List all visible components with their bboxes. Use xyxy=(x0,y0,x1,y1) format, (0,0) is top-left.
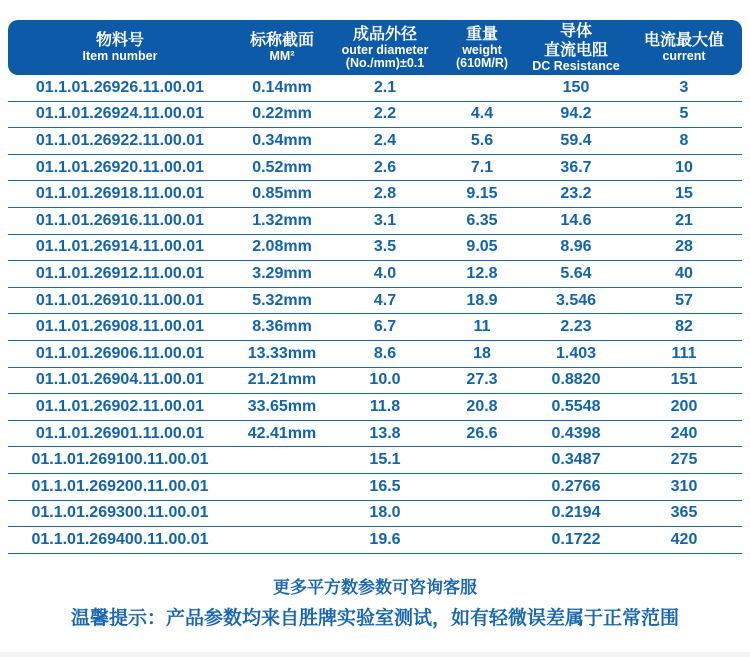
table-cell: 01.1.01.26904.11.00.01 xyxy=(35,371,205,389)
column-header-line: current xyxy=(662,49,706,64)
table-cell: 0.5548 xyxy=(551,397,601,415)
table-cell: 2.2 xyxy=(373,105,397,123)
table-cell: 36.7 xyxy=(560,158,592,176)
table-cell: 0.3487 xyxy=(551,451,601,469)
table-cell: 4.4 xyxy=(470,105,494,123)
footer-note-disclaimer: 温馨提示：产品参数均来自胜牌实验室测试，如有轻微误差属于正常范围 xyxy=(70,608,679,629)
table-cell: 0.14mm xyxy=(252,78,312,96)
table-cell: 0.85mm xyxy=(252,185,312,203)
table-cell: 0.34mm xyxy=(252,131,312,149)
table-cell: 2.8 xyxy=(373,185,397,203)
table-cell: 7.1 xyxy=(470,158,494,176)
table-cell: 57 xyxy=(675,291,693,309)
column-header-line: Item number xyxy=(82,49,158,64)
table-cell: 01.1.01.26924.11.00.01 xyxy=(35,105,205,123)
table-body xyxy=(8,75,742,554)
table-cell: 01.1.01.26901.11.00.01 xyxy=(35,424,205,442)
column-header-line: outer diameter xyxy=(341,42,429,57)
table-cell: 3.29mm xyxy=(252,264,312,282)
table-cell: 8 xyxy=(679,131,689,149)
table-cell: 42.41mm xyxy=(247,424,317,442)
table-cell: 1.32mm xyxy=(252,211,312,229)
table-cell: 3 xyxy=(679,78,689,96)
table-cell: 8.36mm xyxy=(252,318,312,336)
table-cell: 11.8 xyxy=(369,397,401,415)
table-cell: 9.05 xyxy=(466,238,498,256)
table-row xyxy=(8,235,742,262)
table-cell: 150 xyxy=(562,78,590,96)
table-cell: 2.6 xyxy=(373,158,397,176)
table-cell: 3.5 xyxy=(373,238,397,256)
table-cell: 01.1.01.26910.11.00.01 xyxy=(35,291,205,309)
column-header-line: 电流最大值 xyxy=(643,32,724,50)
table-cell: 18.9 xyxy=(466,291,498,309)
table-cell: 23.2 xyxy=(560,185,592,203)
table-cell: 2.23 xyxy=(560,318,592,336)
table-cell: 10.0 xyxy=(369,371,401,389)
table-cell: 0.2194 xyxy=(551,504,601,522)
table-cell: 0.2766 xyxy=(551,477,601,495)
table-row xyxy=(8,288,742,315)
table-row xyxy=(8,181,742,208)
table-cell: 11 xyxy=(473,318,491,336)
column-header-line: 导体 xyxy=(559,22,592,40)
table-row xyxy=(8,447,742,474)
column-header-line: DC Resistance xyxy=(532,58,620,73)
table-cell: 01.1.01.26906.11.00.01 xyxy=(35,344,205,362)
table-cell: 240 xyxy=(670,424,698,442)
table-cell: 12.8 xyxy=(466,264,498,282)
table-cell: 20.8 xyxy=(466,397,498,415)
table-cell: 151 xyxy=(670,371,698,389)
table-row xyxy=(8,102,742,129)
table-cell: 14.6 xyxy=(560,211,592,229)
table-cell: 0.52mm xyxy=(252,158,312,176)
table-row xyxy=(8,261,742,288)
table-cell: 200 xyxy=(670,397,698,415)
table-cell: 26.6 xyxy=(466,424,498,442)
table-cell: 5.64 xyxy=(560,264,592,282)
column-header xyxy=(626,31,742,64)
table-cell: 59.4 xyxy=(560,131,592,149)
column-header-line: 物料号 xyxy=(95,32,144,50)
table-cell: 2.1 xyxy=(373,78,397,96)
table-cell: 18 xyxy=(473,344,491,362)
table-cell: 01.1.01.26902.11.00.01 xyxy=(35,397,205,415)
table-cell: 3.546 xyxy=(555,291,597,309)
table-cell: 5 xyxy=(679,105,689,123)
column-header-line: weight xyxy=(462,42,502,57)
table-cell: 01.1.01.26926.11.00.01 xyxy=(35,78,205,96)
table-cell: 40 xyxy=(675,264,693,282)
table-cell: 01.1.01.269100.11.00.01 xyxy=(31,451,209,469)
table-cell: 0.4398 xyxy=(551,424,601,442)
table-row xyxy=(8,394,742,421)
table-cell: 19.6 xyxy=(369,530,401,548)
table-cell: 310 xyxy=(670,477,698,495)
table-row xyxy=(8,155,742,182)
table-cell: 2.4 xyxy=(373,131,397,149)
table-cell: 365 xyxy=(670,504,698,522)
table-cell: 01.1.01.269300.11.00.01 xyxy=(31,504,209,522)
table-cell: 27.3 xyxy=(466,371,498,389)
table-cell: 21.21mm xyxy=(247,371,317,389)
table-cell: 13.33mm xyxy=(247,344,317,362)
table-cell: 01.1.01.26920.11.00.01 xyxy=(35,158,205,176)
table-cell: 0.1722 xyxy=(551,530,601,548)
table-cell: 5.6 xyxy=(470,131,494,149)
table-cell: 15.1 xyxy=(369,451,401,469)
table-cell: 10 xyxy=(675,158,693,176)
column-header-line: MM² xyxy=(269,49,295,64)
table-cell: 28 xyxy=(675,238,693,256)
table-cell: 0.22mm xyxy=(252,105,312,123)
table-cell: 15 xyxy=(675,185,693,203)
column-header-line: (No./mm)±0.1 xyxy=(345,56,425,70)
table-cell: 21 xyxy=(675,211,693,229)
table-row xyxy=(8,75,742,102)
table-cell: 3.1 xyxy=(373,211,397,229)
column-header-line: 直流电阻 xyxy=(543,41,608,59)
table-row xyxy=(8,128,742,155)
table-row xyxy=(8,474,742,501)
table-cell: 94.2 xyxy=(560,105,592,123)
table-cell: 111 xyxy=(671,344,697,362)
table-cell: 01.1.01.26918.11.00.01 xyxy=(35,185,205,203)
table-cell: 01.1.01.26912.11.00.01 xyxy=(35,264,205,282)
table-cell: 01.1.01.26914.11.00.01 xyxy=(35,238,205,256)
table-cell: 18.0 xyxy=(369,504,401,522)
table-cell: 8.6 xyxy=(373,344,397,362)
table-cell: 1.403 xyxy=(555,344,597,362)
column-header-line: 成品外径 xyxy=(352,25,417,43)
table-cell: 82 xyxy=(675,318,693,336)
column-header-line: 标称截面 xyxy=(249,32,314,50)
column-header xyxy=(232,31,332,64)
table-cell: 01.1.01.26916.11.00.01 xyxy=(35,211,205,229)
table-cell: 6.7 xyxy=(373,318,397,336)
table-cell: 2.08mm xyxy=(252,238,312,256)
table-cell: 6.35 xyxy=(466,211,498,229)
column-header xyxy=(526,22,626,74)
table-cell: 01.1.01.26922.11.00.01 xyxy=(35,131,205,149)
table-cell: 0.8820 xyxy=(551,371,601,389)
table-row xyxy=(8,527,742,554)
table-cell: 275 xyxy=(670,451,698,469)
column-header xyxy=(332,25,438,71)
table-cell: 8.96 xyxy=(560,238,592,256)
column-header-line: (610M/R) xyxy=(455,56,509,70)
table-cell: 01.1.01.269400.11.00.01 xyxy=(31,530,209,548)
table-cell: 16.5 xyxy=(369,477,401,495)
table-cell: 33.65mm xyxy=(247,397,317,415)
table-header xyxy=(8,20,742,75)
table-cell: 420 xyxy=(670,530,698,548)
table-cell: 5.32mm xyxy=(252,291,312,309)
table-cell: 9.15 xyxy=(466,185,498,203)
table-cell: 4.0 xyxy=(373,264,397,282)
footer-note-contact: 更多平方数参数可咨询客服 xyxy=(273,578,477,597)
table-cell: 01.1.01.26908.11.00.01 xyxy=(35,318,205,336)
column-header xyxy=(8,31,232,64)
table-row xyxy=(8,368,742,395)
footer-notes xyxy=(0,577,750,631)
column-header-line: 重量 xyxy=(465,25,498,43)
table-row xyxy=(8,501,742,528)
table-cell: 01.1.01.269200.11.00.01 xyxy=(31,477,209,495)
column-header xyxy=(438,25,526,71)
table-row xyxy=(8,421,742,448)
table-row xyxy=(8,341,742,368)
bottom-strip xyxy=(0,652,750,657)
table-cell: 13.8 xyxy=(369,424,401,442)
table-row xyxy=(8,314,742,341)
table-row xyxy=(8,208,742,235)
table-cell: 4.7 xyxy=(373,291,397,309)
